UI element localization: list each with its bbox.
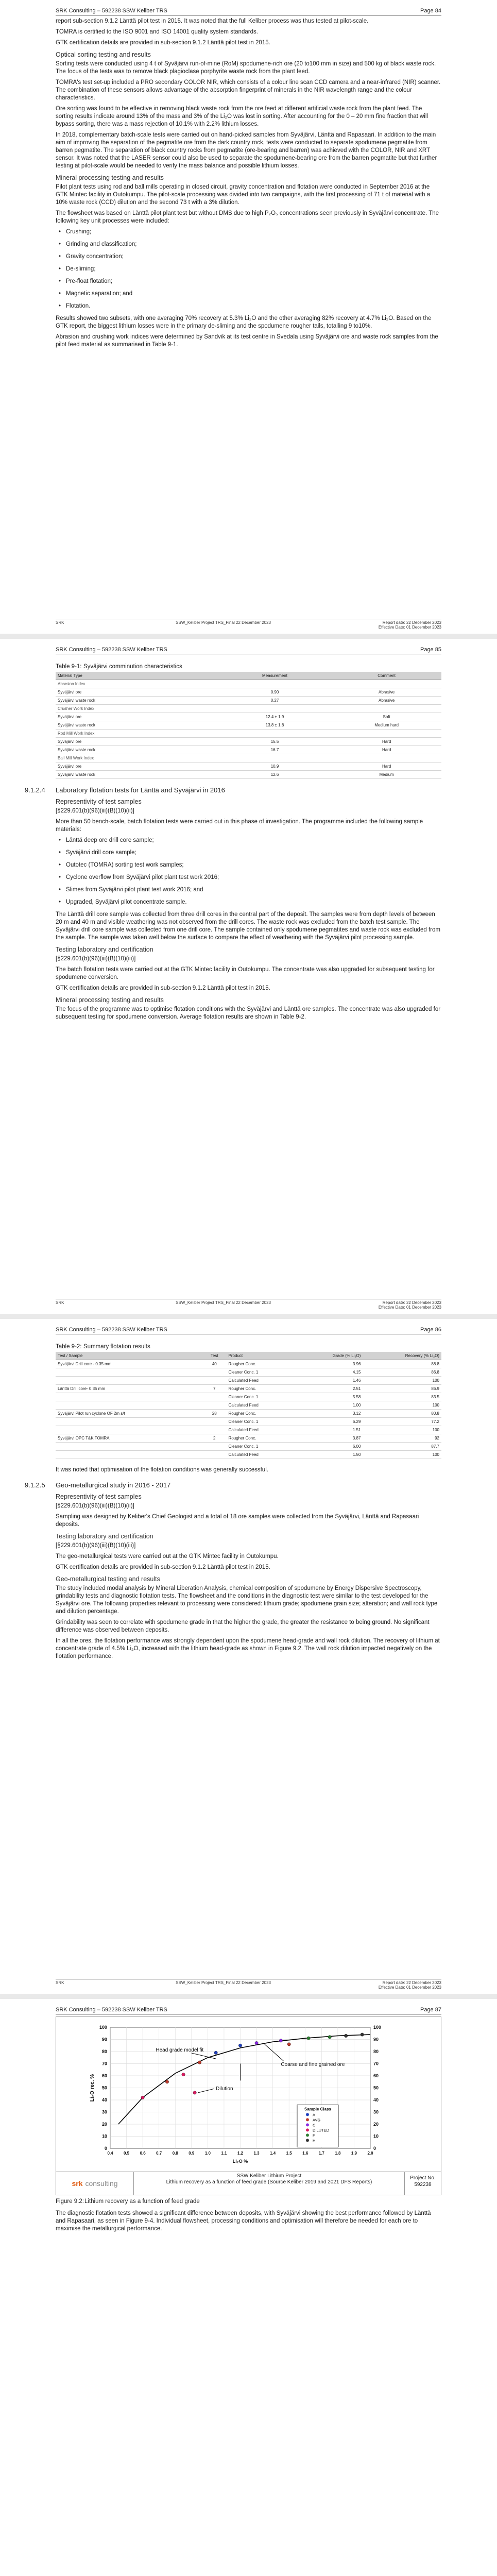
table-cell: [202, 1426, 227, 1434]
paragraph: The study included modal analysis by Mineral Liberation Analysis, chemical composition of spodumene by Energy Dispersive Spectroscopy, grindability tests and diagnostic flotation tests. The flowsheet and the conditions in the diagnostic test were similar to the test developed for the Syväjärvi ore. The following properties relevant to processing were considered: lithium grade; spodumene grain size; alteration; and wall rock type and dilution percentage.: [56, 1585, 438, 1615]
x-tick-label: 0.6: [140, 2151, 146, 2156]
y2-tick-label: 70: [373, 2061, 379, 2066]
table-cell: Rougher Conc.: [227, 1360, 297, 1368]
flotation-table: [56, 1352, 441, 1459]
data-point: [255, 2041, 258, 2044]
table-cell: 80.8: [363, 1410, 441, 1418]
legend-label: AVG: [312, 2117, 321, 2123]
table-cell: 16.7: [218, 746, 332, 754]
table-cell: 92: [363, 1434, 441, 1443]
table-cell: Cleaner Conc. 1: [227, 1443, 297, 1451]
table-row: [56, 688, 441, 697]
list-item: • Outotec (TOMRA) sorting test work samples;: [66, 861, 441, 869]
y2-tick-label: 30: [373, 2109, 379, 2115]
project-number: Project No. 592238: [410, 2175, 436, 2188]
list-item: • Gravity concentration;: [66, 253, 441, 261]
bullet-list: [56, 837, 441, 906]
table-cell: Rod Mill Work Index: [56, 730, 218, 738]
table-cell: 86.8: [363, 1368, 441, 1377]
table-cell: Syväjärvi waste rock: [56, 697, 218, 705]
subheading: Testing laboratory and certification: [56, 1533, 153, 1540]
table-cell: [202, 1418, 227, 1426]
table-cell: 1.50: [297, 1451, 363, 1459]
table-cell: Länttä Drill core- 0.35 mm: [56, 1385, 202, 1393]
table-cell: [332, 730, 441, 738]
table-cell: Medium hard: [332, 721, 441, 730]
table-row: [56, 754, 441, 762]
table-cell: Syväjärvi Drill core - 0.35 mm: [56, 1360, 202, 1368]
document-page: [0, 1319, 497, 1994]
x-tick-label: 1.2: [237, 2151, 244, 2156]
x-tick-label: 1.8: [335, 2151, 341, 2156]
table-cell: 100: [363, 1401, 441, 1410]
table-cell: Cleaner Conc. 1: [227, 1393, 297, 1401]
data-point: [344, 2034, 347, 2037]
table-cell: 3.12: [297, 1410, 363, 1418]
paragraph: The diagnostic flotation tests showed a significant difference between deposits, with Syväjärvi showing the best performance followed by Länttä and Rapasaari, as seen in Figure 9-4. Individual flowsheet, processing conditions and optimisation will therefore be needed for each ore to maximise the metallurgical performance.: [56, 2210, 431, 2232]
list-item: • Upgraded, Syväjärvi pilot concentrate sample.: [66, 899, 441, 906]
column-header: Test: [202, 1352, 227, 1360]
legend-marker: [306, 2113, 309, 2116]
table-cell: [332, 680, 441, 688]
figure-title: SSW Keliber Lithium Project Lithium recovery as a function of feed grade (Source Keliber 2019 and 2021 DFS Reports): [133, 2172, 405, 2195]
y-tick-label: 70: [101, 2061, 107, 2066]
x-tick-label: 1.7: [318, 2151, 324, 2156]
y2-tick-label: 20: [373, 2122, 379, 2127]
y-tick-label: 90: [101, 2037, 107, 2042]
y2-tick-label: 60: [373, 2073, 379, 2078]
table-cell: [202, 1393, 227, 1401]
table-cell: [202, 1401, 227, 1410]
y-tick-label: 60: [101, 2073, 107, 2078]
figure-caption: Figure 9.2:Lithium recovery as a function of feed grade: [56, 2198, 200, 2205]
page-footer: SRK SSW_Keliber Project TRS_Final 22 December 2023 Report date: 22 December 2023 Effective Date: 01 December 2023: [56, 619, 441, 630]
subheading: Representivity of test samples: [56, 798, 142, 805]
annotation: Head grade model fit: [156, 2047, 204, 2053]
column-header: Comment: [332, 672, 441, 680]
table-cell: Rougher Conc.: [227, 1410, 297, 1418]
paragraph: Sampling was designed by Keliber's Chief Geologist and a total of 18 ore samples were collected from the Syväjärvi, Länttä and Rapasaari deposits.: [56, 1514, 419, 1528]
x-tick-label: 0.5: [124, 2151, 130, 2156]
table-cell: 40: [202, 1360, 227, 1368]
table-row: [56, 746, 441, 754]
y2-tick-label: 0: [373, 2146, 376, 2151]
y-tick-label: 100: [99, 2025, 107, 2030]
table-cell: [218, 754, 332, 762]
paragraph: The Länttä drill core sample was collected from three drill cores in the central part of the deposit. The samples were from depth levels of between 20 m and 40 m and visible weathering was not observed from the drill cores. The waste rock was excluded from the batch test sample. The Syväjärvi drill core sample was collected from one drill core. The sample contained only spodumene pegmatites and waste rock was excluded from the sample. The sample was taken well below the surface to compare the effect of weathering with the Syväjärvi pilot processing sample.: [56, 911, 441, 941]
table-cell: [56, 1377, 202, 1385]
legend-label: F: [312, 2133, 315, 2138]
y2-tick-label: 90: [373, 2037, 379, 2042]
table-row: [56, 1426, 441, 1434]
paragraph: Ore sorting was found to be effective in removing black waste rock from the ore feed at different artificial waste rock from the plant feed. The sorting results indicate around 13% of the mass and 3% of the Li₂O was lost in sorting. After accounting for the 0 – 20 mm fine fraction that will bypass sorting, there was a mass rejection of 10.1% with 2.2% lithium losses.: [56, 106, 428, 127]
list-item: • De-sliming;: [66, 265, 441, 273]
data-point: [182, 2073, 185, 2076]
paragraph: It was noted that optimisation of the flotation conditions was generally successful.: [56, 1467, 268, 1473]
paragraph: Results showed two subsets, with one averaging 70% recovery at 5.3% Li₂O and the other averaging 82% recovery at 4.7% Li₂O. Based on the GTK report, the biggest lithium losses were in the primary de-sliming and the spodumene rougher tails, totalling 9 to10%.: [56, 315, 432, 329]
table-row: [56, 1418, 441, 1426]
table-cell: [218, 680, 332, 688]
y-tick-label: 80: [101, 2049, 107, 2054]
column-header: Grade (% Li₂O): [297, 1352, 363, 1360]
data-point: [165, 2080, 168, 2083]
table-cell: [56, 1426, 202, 1434]
subheading: Representivity of test samples: [56, 1493, 142, 1500]
y-tick-label: 30: [101, 2109, 107, 2115]
table-cell: Hard: [332, 738, 441, 746]
column-header: Recovery (% Li₂O): [363, 1352, 441, 1360]
bullet-list: [56, 228, 441, 310]
table-cell: Cleaner Conc. 1: [227, 1418, 297, 1426]
y2-tick-label: 10: [373, 2133, 379, 2139]
paragraph: In 2018, complementary batch-scale tests were carried out on hand-picked samples from Syväjärvi, Länttä and Rapasaari. In addition to the main aim of improving the separation of the pegmatite ore from the dark country rock, tests were conducted to separate spodumene pegmatite from barren pegmatite. The separation of black country rocks from pegmatite (ore-bearing and barren) was achieved with the COLOR, NIR and XRT sensor. It was noted that the LASER sensor could also be used to separate the spodumene-bearing ore from the barren pegmatite but that further testing at pilot-scale would be needed to verify the mass balance and possible lithium losses.: [56, 132, 437, 169]
table-row: [56, 697, 441, 705]
table-row: [56, 771, 441, 779]
section-heading: 9.1.2.4 Laboratory flotation tests for Länttä and Syväjärvi in 2016: [25, 786, 225, 794]
paragraph: GTK certification details are provided in sub-section 9.1.2 Länttä pilot test in 2015.: [56, 985, 270, 991]
table-row: [56, 1360, 441, 1368]
table-cell: [56, 1418, 202, 1426]
data-point: [279, 2039, 282, 2042]
page-footer: SRK SSW_Keliber Project TRS_Final 22 December 2023 Report date: 22 December 2023 Effective Date: 01 December 2023: [56, 1979, 441, 1990]
data-point: [287, 2043, 290, 2046]
list-item: • Länttä deep ore drill core sample;: [66, 837, 441, 844]
header-company: SRK Consulting – 592238 SSW Keliber TRS: [56, 647, 167, 653]
table-cell: Syväjärvi ore: [56, 713, 218, 721]
x-tick-label: 0.7: [156, 2151, 162, 2156]
table-cell: 7: [202, 1385, 227, 1393]
table-row: [56, 1410, 441, 1418]
x-axis-label: Li₂O %: [232, 2159, 248, 2164]
subheading: Optical sorting testing and results: [56, 51, 151, 58]
paragraph: The batch flotation tests were carried out at the GTK Mintec facility in Outokumpu. The concentrate was also upgraded for subsequent testing for spodumene conversion.: [56, 967, 435, 980]
table-cell: Syväjärvi waste rock: [56, 721, 218, 730]
table-row: [56, 738, 441, 746]
table-cell: 4.15: [297, 1368, 363, 1377]
table-cell: 28: [202, 1410, 227, 1418]
table-cell: Calculated Feed: [227, 1401, 297, 1410]
annotation: Dilution: [216, 2086, 233, 2092]
table-cell: [56, 1451, 202, 1459]
y-tick-label: 40: [101, 2097, 107, 2103]
legend-label: C: [312, 2123, 316, 2128]
list-item: • Grinding and classification;: [66, 241, 441, 248]
table-cell: Abrasion Index: [56, 680, 218, 688]
table-cell: 1.00: [297, 1401, 363, 1410]
column-header: Material Type: [56, 672, 218, 680]
table-cell: Calculated Feed: [227, 1451, 297, 1459]
subheading: Geo-metallurgical testing and results: [56, 1575, 160, 1583]
x-tick-label: 1.3: [253, 2151, 260, 2156]
table-cell: Syväjärvi ore: [56, 762, 218, 771]
table-row: [56, 1368, 441, 1377]
table-cell: [202, 1443, 227, 1451]
paragraph: Grindability was seen to correlate with spodumene grade in that the higher the grade, the greater the resistance to being ground. No significant difference was observed between deposits.: [56, 1619, 430, 1633]
section-heading: 9.1.2.5 Geo-metallurgical study in 2016 - 2017: [25, 1481, 171, 1489]
table-cell: 87.7: [363, 1443, 441, 1451]
table-cell: Abrasive: [332, 688, 441, 697]
regulation-ref: [§229.601(b)(96)(iii)(B)(10)(ii)]: [56, 808, 134, 814]
paragraph: TOMRA's test set-up included a PRO secondary COLOR NIR, which consists of a colour line scan CCD camera and a near-infrared (NIR) scanner. The combination of these sensors allows advantage of the absorption fingerprint of minerals in the NIR wavelength range and the colour characteristics.: [56, 79, 441, 101]
header-page-number: Page 86: [420, 1327, 441, 1333]
paragraph: Abrasion and crushing work indices were determined by Sandvik at its test centre in Svedala using Syväjärvi ore and waste rock samples from the pilot feed material as summarised in Table 9-1.: [56, 334, 438, 348]
legend-marker: [306, 2139, 309, 2142]
table-cell: Hard: [332, 746, 441, 754]
page-footer: SRK SSW_Keliber Project TRS_Final 22 December 2023 Report date: 22 December 2023 Effective Date: 01 December 2023: [56, 1299, 441, 1310]
regulation-ref: [§229.601(b)(96)(iii)(B)(10)(iii)]: [56, 1543, 136, 1549]
y2-tick-label: 50: [373, 2085, 379, 2091]
table-caption: Table 9-1: Syväjärvi comminution characteristics: [56, 664, 182, 670]
table-cell: Cleaner Conc. 1: [227, 1368, 297, 1377]
table-cell: 6.00: [297, 1443, 363, 1451]
table-cell: 1.46: [297, 1377, 363, 1385]
page-header: [56, 1319, 441, 1334]
x-tick-label: 1.9: [351, 2151, 357, 2156]
table-cell: Rougher Conc.: [227, 1385, 297, 1393]
x-tick-label: 2.0: [367, 2151, 373, 2156]
legend-label: H: [312, 2138, 316, 2143]
regulation-ref: [§229.601(b)(96)(iii)(B)(10)(iii)]: [56, 956, 136, 962]
x-tick-label: 0.9: [188, 2151, 195, 2156]
table-cell: 100: [363, 1377, 441, 1385]
table-cell: 0.90: [218, 688, 332, 697]
table-cell: Crusher Work Index: [56, 705, 218, 713]
table-cell: 3.87: [297, 1434, 363, 1443]
table-cell: [202, 1451, 227, 1459]
table-cell: [56, 1368, 202, 1377]
table-row: [56, 713, 441, 721]
table-row: [56, 1393, 441, 1401]
table-cell: 0.27: [218, 697, 332, 705]
table-cell: 2: [202, 1434, 227, 1443]
paragraph: In all the ores, the flotation performance was strongly dependent upon the spodumene head-grade and wall rock dilution. The recovery of lithium at concentrate grade of 4.5% Li₂O, increased with the lithium head-grade as shown in Figure 9.2. The wall rock dilution impacted negatively on the flotation performance.: [56, 1638, 440, 1659]
y-tick-label: 20: [101, 2122, 107, 2127]
data-point: [307, 2037, 310, 2040]
table-cell: Syväjärvi waste rock: [56, 746, 218, 754]
y-tick-label: 10: [101, 2133, 107, 2139]
table-cell: Syväjärvi ore: [56, 738, 218, 746]
annotation: Coarse and fine grained ore: [281, 2062, 345, 2068]
srk-logo: srk consulting: [72, 2179, 118, 2188]
table-cell: 88.8: [363, 1360, 441, 1368]
table-cell: Hard: [332, 762, 441, 771]
table-cell: 77.2: [363, 1418, 441, 1426]
table-cell: [218, 705, 332, 713]
recovery-chart: [56, 2017, 441, 2171]
legend-marker: [306, 2133, 309, 2137]
list-item: • Slimes from Syväjärvi pilot plant test work 2016; and: [66, 886, 441, 894]
y-tick-label: 0: [104, 2146, 107, 2151]
x-tick-label: 1.6: [302, 2151, 309, 2156]
legend-label: DILUTED: [312, 2128, 330, 2133]
table-cell: Syväjärvi ore: [56, 688, 218, 697]
list-item: • Magnetic separation; and: [66, 290, 441, 298]
y2-tick-label: 100: [373, 2025, 382, 2030]
x-tick-label: 1.1: [221, 2151, 227, 2156]
list-item: • Crushing;: [66, 228, 441, 236]
table-cell: Soft: [332, 713, 441, 721]
table-cell: [332, 754, 441, 762]
table-row: [56, 1443, 441, 1451]
table-cell: 12.4 ± 1.9: [218, 713, 332, 721]
table-cell: Syväjärvi waste rock: [56, 771, 218, 779]
table-cell: 5.58: [297, 1393, 363, 1401]
data-point: [198, 2061, 201, 2064]
table-caption: Table 9-2: Summary flotation results: [56, 1344, 150, 1350]
column-header: Test / Sample: [56, 1352, 202, 1360]
header-company: SRK Consulting – 592238 SSW Keliber TRS: [56, 1327, 167, 1333]
table-cell: 6.29: [297, 1418, 363, 1426]
header-page-number: Page 84: [420, 8, 441, 14]
table-cell: 13.8 ± 1.8: [218, 721, 332, 730]
table-cell: [56, 1393, 202, 1401]
list-item: • Pre-float flotation;: [66, 278, 441, 285]
table-row: [56, 1385, 441, 1393]
table-cell: [332, 705, 441, 713]
x-tick-label: 1.0: [204, 2151, 211, 2156]
figure-title-block: [56, 2172, 441, 2195]
y-tick-label: 50: [101, 2085, 107, 2091]
table-cell: Syväjärvi OPC T&K TOMRA: [56, 1434, 202, 1443]
figure-frame: [56, 2016, 441, 2172]
page-header: [56, 639, 441, 654]
table-cell: 83.5: [363, 1393, 441, 1401]
paragraph: GTK certification details are provided in sub-section 9.1.2 Länttä pilot test in 2015.: [56, 40, 270, 46]
regulation-ref: [§229.601(b)(96)(iii)(B)(10)(ii)]: [56, 1503, 134, 1509]
data-point: [328, 2036, 331, 2039]
column-header: Product: [227, 1352, 297, 1360]
table-cell: 12.6: [218, 771, 332, 779]
table-cell: 100: [363, 1426, 441, 1434]
list-item: • Cyclone overflow from Syväjärvi pilot plant test work 2016;: [66, 874, 441, 882]
table-row: [56, 1451, 441, 1459]
table-cell: [202, 1368, 227, 1377]
table-cell: Calculated Feed: [227, 1377, 297, 1385]
data-point: [361, 2033, 364, 2036]
x-tick-label: 0.8: [172, 2151, 178, 2156]
table-cell: Medium: [332, 771, 441, 779]
subheading: Mineral processing testing and results: [56, 174, 164, 181]
table-cell: Rougher Conc.: [227, 1434, 297, 1443]
document-page: [0, 0, 497, 634]
header-page-number: Page 87: [420, 2007, 441, 2013]
subheading: Mineral processing testing and results: [56, 996, 164, 1004]
paragraph: The focus of the programme was to optimise flotation conditions with the Syväjärvi and Länttä ore samples. The concentrate was also upgraded for subsequent testing for spodumene conversion. Average flotation results are shown in Table 9-2.: [56, 1006, 441, 1020]
paragraph: The flowsheet was based on Länttä pilot plant test but without DMS due to high P₂O₅ concentrations seen previously in Syväjärvi concentrate. The following key unit processes were included:: [56, 210, 439, 224]
paragraph: TOMRA is certified to the ISO 9001 and ISO 14001 quality system standards.: [56, 29, 258, 35]
y-axis-label: Li₂O rec. %: [90, 2074, 95, 2102]
y2-tick-label: 40: [373, 2097, 379, 2103]
header-company: SRK Consulting – 592238 SSW Keliber TRS: [56, 2007, 167, 2013]
table-row: [56, 705, 441, 713]
table-cell: [56, 1401, 202, 1410]
table-cell: 10.9: [218, 762, 332, 771]
legend-marker: [306, 2123, 309, 2126]
subheading: Testing laboratory and certification: [56, 946, 153, 953]
table-row: [56, 762, 441, 771]
table-row: [56, 680, 441, 688]
table-cell: Ball Mill Work Index: [56, 754, 218, 762]
legend-marker: [306, 2118, 309, 2121]
table-row: [56, 1377, 441, 1385]
header-page-number: Page 85: [420, 647, 441, 653]
table-cell: [202, 1377, 227, 1385]
table-cell: Syväjärvi Pilot run cyclone OF 2m s/t: [56, 1410, 202, 1418]
list-item: • Syväjärvi drill core sample;: [66, 849, 441, 857]
page-header: [56, 1999, 441, 2014]
y2-tick-label: 80: [373, 2049, 379, 2054]
table-row: [56, 730, 441, 738]
paragraph: GTK certification details are provided in sub-section 9.1.2 Länttä pilot test in 2015.: [56, 1564, 270, 1570]
table-cell: 86.9: [363, 1385, 441, 1393]
document-page: [0, 639, 497, 1314]
page-header: [56, 0, 441, 15]
data-point: [193, 2091, 196, 2094]
table-cell: 2.51: [297, 1385, 363, 1393]
table-cell: 3.96: [297, 1360, 363, 1368]
x-tick-label: 1.5: [286, 2151, 292, 2156]
document-page: [0, 1999, 497, 2576]
paragraph: More than 50 bench-scale, batch flotation tests were carried out in this phase of investigation. The programme included the following sample materials:: [56, 819, 423, 833]
table-row: [56, 1434, 441, 1443]
list-item: • Flotation.: [66, 302, 441, 310]
table-cell: 1.51: [297, 1426, 363, 1434]
paragraph: Pilot plant tests using rod and ball mills operating in closed circuit, gravity concentration and flotation were conducted in September 2016 at the GTK Mintec facility in Outokumpu. The pilot-scale processing was divided into two campaigns, with the first processing of 71 t of material with a 10% waste rock (CCD) dilution and the second 73 t with a 3% dilution.: [56, 184, 431, 206]
table-cell: Abrasive: [332, 697, 441, 705]
table-cell: [218, 730, 332, 738]
column-header: Measurement: [218, 672, 332, 680]
data-point: [214, 2051, 217, 2054]
table-cell: Calculated Feed: [227, 1426, 297, 1434]
table-cell: 15.5: [218, 738, 332, 746]
legend-label: A: [312, 2112, 315, 2117]
paragraph: The geo-metallurgical tests were carried out at the GTK Mintec facility in Outokumpu.: [56, 1553, 279, 1560]
x-tick-label: 0.4: [107, 2151, 113, 2156]
table-cell: [56, 1443, 202, 1451]
table-cell: 100: [363, 1451, 441, 1459]
paragraph: report sub-section 9.1.2 Länttä pilot test in 2015. It was noted that the full Keliber process was thus tested at pilot-scale.: [56, 18, 369, 24]
table-row: [56, 721, 441, 730]
legend-title: Sample Class: [304, 2107, 331, 2112]
header-company: SRK Consulting – 592238 SSW Keliber TRS: [56, 8, 167, 14]
legend-marker: [306, 2128, 309, 2131]
paragraph: Sorting tests were conducted using 4 t of Syväjärvi run-of-mine (RoM) spodumene-rich ore (20 to100 mm in size) and 500 kg of black waste rock. The focus of the tests was to remove black plagioclase porphyrite waste rock from the plant feed.: [56, 61, 436, 75]
data-point: [141, 2096, 144, 2099]
x-tick-label: 1.4: [270, 2151, 276, 2156]
data-point: [238, 2044, 242, 2047]
table-row: [56, 1401, 441, 1410]
comminution-table: [56, 672, 441, 779]
